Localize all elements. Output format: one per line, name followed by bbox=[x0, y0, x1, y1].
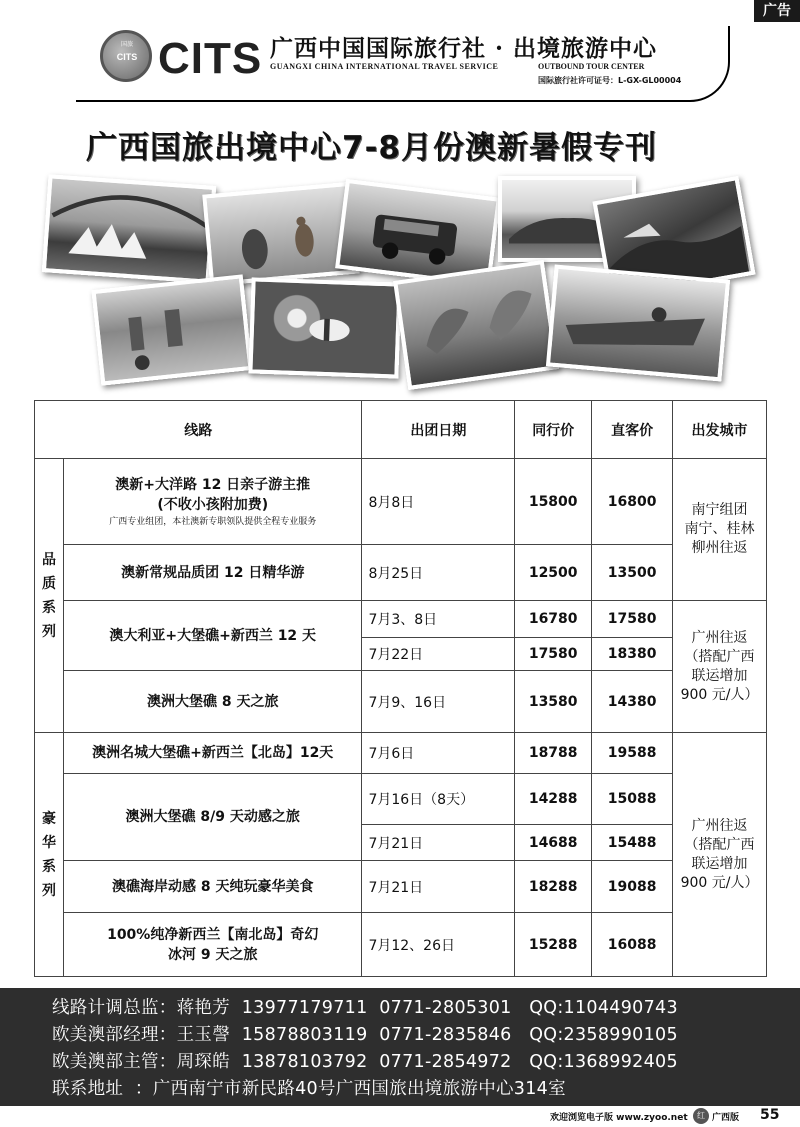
photo-twelve-apostles bbox=[91, 274, 252, 385]
date-cell: 7月22日 bbox=[362, 638, 515, 671]
header-date: 出团日期 bbox=[362, 401, 515, 459]
route-cell: 澳新常规品质团 12 日精华游 bbox=[63, 545, 361, 601]
ad-tag: 广告 bbox=[754, 0, 800, 22]
series-luxury-label: 豪华系列 bbox=[35, 733, 64, 977]
direct-price-cell: 16088 bbox=[592, 913, 673, 977]
cits-globe-logo bbox=[100, 30, 152, 82]
license-number: 国际旅行社许可证号：L-GX-GL00004 bbox=[538, 76, 682, 85]
date-cell: 7月21日 bbox=[362, 861, 515, 913]
table-row bbox=[35, 545, 767, 601]
photo-sydney-opera-house bbox=[42, 174, 216, 283]
outbound-center-en: OUTBOUND TOUR CENTER bbox=[538, 62, 645, 71]
logo-text: CITS bbox=[158, 34, 263, 83]
contact-line-supervisor: 欧美澳部主管：周琛皓 13878103792 0771-2854972 QQ:1368992405 bbox=[52, 1052, 678, 1072]
photo-kangaroo-beach bbox=[202, 182, 359, 287]
route-cell: 澳礁海岸动感 8 天纯玩豪华美食 bbox=[63, 861, 361, 913]
agency-title: 广西中国国际旅行社 · 出境旅游中心 bbox=[270, 35, 658, 62]
contact-line-address: 联系地址 ：广西南宁市新民路40号广西国旅出境旅游中心314室 bbox=[52, 1079, 566, 1099]
trade-price-cell: 18288 bbox=[515, 861, 592, 913]
route-cell: 澳大利亚+大堡礁+新西兰 12 天 bbox=[63, 601, 361, 671]
route-cell: 澳洲名城大堡礁+新西兰【北岛】12天 bbox=[63, 733, 361, 774]
direct-price-cell: 14380 bbox=[592, 671, 673, 733]
table-row bbox=[35, 861, 767, 913]
table-row bbox=[35, 774, 767, 825]
route-cell: 澳新+大洋路 12 日亲子游主推 (不收小孩附加费) 广西专业组团，本社澳新专职领队提供全程专业服务 bbox=[63, 459, 361, 545]
trade-price-cell: 17580 bbox=[515, 638, 592, 671]
logo-globe-cn: 国旅 bbox=[120, 41, 133, 48]
contact-line-manager: 欧美澳部经理：王玉謦 15878803119 0771-2835846 QQ:2358990105 bbox=[52, 1025, 678, 1045]
header-departure-city: 出发城市 bbox=[673, 401, 767, 459]
trade-price-cell: 18788 bbox=[515, 733, 592, 774]
direct-price-cell: 16800 bbox=[592, 459, 673, 545]
photo-boat-cruise bbox=[546, 265, 730, 382]
departure-city-guangzhou-luxury: 广州往返 （搭配广西 联运增加 900 元/人） bbox=[673, 733, 767, 977]
departure-city-nanning: 南宁组团 南宁、桂林 柳州往返 bbox=[673, 459, 767, 601]
date-cell: 8月25日 bbox=[362, 545, 515, 601]
contact-line-director: 线路计调总监：蒋艳芳 13977179711 0771-2805301 QQ:1104490743 bbox=[52, 998, 678, 1018]
edition-logo-icon: 红 bbox=[693, 1108, 709, 1124]
date-cell: 7月16日（8天） bbox=[362, 774, 515, 825]
trade-price-cell: 15288 bbox=[515, 913, 592, 977]
route-cell: 澳洲大堡礁 8/9 天动感之旅 bbox=[63, 774, 361, 861]
date-cell: 7月9、16日 bbox=[362, 671, 515, 733]
direct-price-cell: 19588 bbox=[592, 733, 673, 774]
route-cell: 澳洲大堡礁 8 天之旅 bbox=[63, 671, 361, 733]
trade-price-cell: 14688 bbox=[515, 825, 592, 861]
date-cell: 7月3、8日 bbox=[362, 601, 515, 638]
table-row bbox=[35, 913, 767, 977]
table-header-row bbox=[35, 401, 767, 459]
date-cell: 7月21日 bbox=[362, 825, 515, 861]
route-price-table bbox=[34, 400, 767, 977]
trade-price-cell: 12500 bbox=[515, 545, 592, 601]
photo-clownfish-anemone bbox=[248, 277, 401, 378]
date-cell: 7月12、26日 bbox=[362, 913, 515, 977]
date-cell: 7月6日 bbox=[362, 733, 515, 774]
departure-city-guangzhou: 广州往返 （搭配广西 联运增加 900 元/人） bbox=[673, 601, 767, 733]
header-route: 线路 bbox=[35, 401, 362, 459]
direct-price-cell: 17580 bbox=[592, 601, 673, 638]
contact-footer bbox=[0, 988, 800, 1106]
direct-price-cell: 15488 bbox=[592, 825, 673, 861]
direct-price-cell: 18380 bbox=[592, 638, 673, 671]
header-trade-price: 同行价 bbox=[515, 401, 592, 459]
series-quality-label: 品质系列 bbox=[35, 459, 64, 733]
trade-price-cell: 13580 bbox=[515, 671, 592, 733]
table-row bbox=[35, 733, 767, 774]
agency-subtitle-en: GUANGXI CHINA INTERNATIONAL TRAVEL SERVICE bbox=[270, 62, 499, 71]
header-direct-price: 直客价 bbox=[592, 401, 673, 459]
photo-dolphins bbox=[393, 260, 559, 390]
page-title: 广西国旅出境中心7-8月份澳新暑假专刊 bbox=[86, 130, 658, 166]
table-row bbox=[35, 459, 767, 545]
table-row bbox=[35, 671, 767, 733]
page-number: 55 bbox=[760, 1107, 780, 1123]
welcome-text: 欢迎浏览电子版 www.zyoo.net bbox=[550, 1113, 688, 1123]
trade-price-cell: 16780 bbox=[515, 601, 592, 638]
date-cell: 8月8日 bbox=[362, 459, 515, 545]
route-cell: 100%纯净新西兰【南北岛】奇幻 冰河 9 天之旅 bbox=[63, 913, 361, 977]
page-footer bbox=[0, 1106, 800, 1127]
trade-price-cell: 14288 bbox=[515, 774, 592, 825]
trade-price-cell: 15800 bbox=[515, 459, 592, 545]
direct-price-cell: 19088 bbox=[592, 861, 673, 913]
table-row bbox=[35, 601, 767, 638]
direct-price-cell: 15088 bbox=[592, 774, 673, 825]
direct-price-cell: 13500 bbox=[592, 545, 673, 601]
edition-label: 广西版 bbox=[712, 1113, 740, 1123]
logo-globe-text: CITS bbox=[116, 52, 138, 62]
